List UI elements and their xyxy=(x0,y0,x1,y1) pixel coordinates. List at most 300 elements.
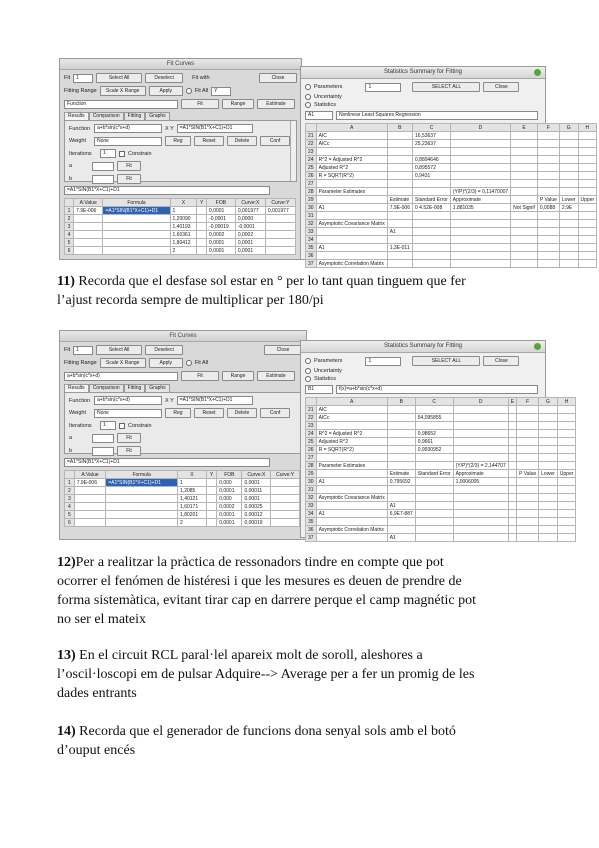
table-cell[interactable]: 16,53637 xyxy=(413,132,451,140)
table-cell[interactable]: 0 4.52E-008 xyxy=(413,204,451,212)
table-cell[interactable] xyxy=(517,518,539,526)
table-cell[interactable] xyxy=(557,494,576,502)
col-header[interactable]: A:Value xyxy=(74,199,103,207)
table-cell[interactable] xyxy=(415,518,453,526)
delete-button[interactable]: Delete xyxy=(227,408,257,418)
table-cell[interactable]: Upper xyxy=(578,196,597,204)
table-cell[interactable]: A1 xyxy=(316,478,387,486)
function-field[interactable]: a+b*sin(c*x+d) xyxy=(94,124,162,133)
col-header[interactable]: FOB xyxy=(207,199,236,207)
table-cell[interactable]: 1,0006005 xyxy=(453,478,508,486)
table-cell[interactable] xyxy=(387,422,415,430)
table-cell[interactable] xyxy=(387,212,412,220)
table-cell[interactable] xyxy=(508,462,516,470)
parameters-radio[interactable] xyxy=(305,84,311,90)
table-cell[interactable] xyxy=(539,494,558,502)
col-header[interactable]: Y xyxy=(197,199,207,207)
table-cell[interactable]: 0,9431 xyxy=(413,172,451,180)
table-cell[interactable] xyxy=(559,148,578,156)
table-cell[interactable] xyxy=(508,526,516,534)
table-cell[interactable] xyxy=(537,228,559,236)
table-cell[interactable] xyxy=(387,462,415,470)
table-cell[interactable] xyxy=(387,188,412,196)
table-cell[interactable]: 54,095855 xyxy=(415,414,453,422)
table-cell[interactable]: 2.9E xyxy=(559,204,578,212)
close-button[interactable]: Close xyxy=(259,73,297,83)
table-cell[interactable]: Not Signif xyxy=(511,204,538,212)
table-cell[interactable]: 1,3E-011 xyxy=(387,244,412,252)
col-header[interactable]: A xyxy=(316,398,387,406)
table-cell[interactable] xyxy=(511,188,538,196)
col-header[interactable]: B xyxy=(387,398,415,406)
table-cell[interactable] xyxy=(508,518,516,526)
table-cell[interactable]: P Value xyxy=(517,470,539,478)
table-cell[interactable] xyxy=(415,454,453,462)
table-cell[interactable] xyxy=(559,140,578,148)
table-cell[interactable] xyxy=(387,518,415,526)
apply-button[interactable]: Apply xyxy=(149,86,183,96)
table-cell[interactable] xyxy=(413,260,451,268)
table-cell[interactable]: Asymptotic Correlation Matrix xyxy=(316,260,387,268)
table-cell[interactable] xyxy=(537,260,559,268)
col-header[interactable]: F xyxy=(517,398,539,406)
function-field[interactable]: a+b*sin(c*x+d) xyxy=(94,396,162,405)
table-cell[interactable] xyxy=(387,526,415,534)
table-cell[interactable] xyxy=(539,406,558,414)
col-header[interactable]: F xyxy=(537,124,559,132)
table-cell[interactable] xyxy=(559,220,578,228)
table-cell[interactable] xyxy=(511,148,538,156)
col-header[interactable]: Curve:X xyxy=(242,471,271,479)
reset-button[interactable]: Reset xyxy=(194,408,224,418)
table-cell[interactable] xyxy=(511,212,538,220)
table-cell[interactable] xyxy=(413,212,451,220)
tab-results[interactable]: Results xyxy=(64,112,89,120)
table-cell[interactable] xyxy=(539,478,558,486)
table-cell[interactable] xyxy=(387,430,415,438)
table-cell[interactable] xyxy=(511,180,538,188)
table-cell[interactable] xyxy=(511,140,538,148)
table-cell[interactable] xyxy=(537,156,559,164)
col-header[interactable] xyxy=(306,124,317,132)
table-cell[interactable] xyxy=(450,252,510,260)
table-cell[interactable] xyxy=(539,518,558,526)
col-header[interactable]: B xyxy=(387,124,412,132)
table-cell[interactable] xyxy=(578,148,597,156)
table-cell[interactable] xyxy=(557,526,576,534)
table-cell[interactable] xyxy=(557,422,576,430)
table-cell[interactable] xyxy=(539,526,558,534)
table-cell[interactable] xyxy=(539,430,558,438)
table-cell[interactable] xyxy=(559,172,578,180)
fit-all-radio[interactable] xyxy=(186,88,192,94)
table-cell[interactable] xyxy=(559,236,578,244)
table-cell[interactable]: Standard Error xyxy=(415,470,453,478)
param-a-fit-button[interactable]: Fit xyxy=(117,433,141,443)
table-cell[interactable]: (Y/P)*(2/3) = 0,11470007 xyxy=(450,188,510,196)
table-cell[interactable]: Approximate xyxy=(453,470,508,478)
col-header[interactable]: X xyxy=(170,199,197,207)
table-cell[interactable] xyxy=(387,414,415,422)
table-cell[interactable]: AICc xyxy=(316,414,387,422)
table-cell[interactable] xyxy=(559,132,578,140)
table-cell[interactable] xyxy=(453,486,508,494)
table-cell[interactable] xyxy=(450,172,510,180)
reset-button[interactable]: Reset xyxy=(194,136,224,146)
col-header[interactable]: H xyxy=(557,398,576,406)
tab-fitting[interactable]: Fitting xyxy=(124,112,146,120)
table-cell[interactable] xyxy=(450,236,510,244)
table-cell[interactable] xyxy=(387,172,412,180)
param-a-field[interactable] xyxy=(92,162,114,171)
table-cell[interactable] xyxy=(453,406,508,414)
cell-formula[interactable]: f(x)=a+b*sin(c*x+d) xyxy=(336,385,538,394)
table-cell[interactable]: 0,0088 xyxy=(537,204,559,212)
table-cell[interactable] xyxy=(578,188,597,196)
estimate-button[interactable]: Estimate xyxy=(257,99,295,109)
table-cell[interactable]: AIC xyxy=(316,406,387,414)
table-cell[interactable]: 0,8894646 xyxy=(413,156,451,164)
col-header[interactable]: C xyxy=(415,398,453,406)
table-cell[interactable] xyxy=(578,156,597,164)
table-cell[interactable] xyxy=(387,252,412,260)
copy-field[interactable]: 1 xyxy=(365,357,401,366)
table-cell[interactable] xyxy=(537,220,559,228)
table-cell[interactable] xyxy=(537,244,559,252)
close-button[interactable]: Close xyxy=(483,82,519,92)
table-cell[interactable]: Adjusted R^2 xyxy=(316,164,387,172)
table-cell[interactable] xyxy=(450,180,510,188)
y-select[interactable]: Y xyxy=(211,87,231,96)
table-cell[interactable] xyxy=(453,422,508,430)
table-cell[interactable] xyxy=(517,502,539,510)
table-cell[interactable] xyxy=(537,252,559,260)
table-cell[interactable] xyxy=(557,414,576,422)
table-cell[interactable] xyxy=(539,414,558,422)
close-icon[interactable] xyxy=(534,343,541,350)
close-icon[interactable] xyxy=(534,69,541,76)
param-b-fit-button[interactable]: Fit xyxy=(117,174,141,184)
table-cell[interactable] xyxy=(450,220,510,228)
table-cell[interactable] xyxy=(511,228,538,236)
fit-button[interactable]: Fit xyxy=(181,99,219,109)
select-all-button[interactable]: SELECT ALL xyxy=(412,356,480,366)
tab-graphs[interactable]: Graphs xyxy=(145,384,169,392)
constrain-checkbox[interactable] xyxy=(119,423,125,429)
table-cell[interactable] xyxy=(511,220,538,228)
table-cell[interactable] xyxy=(508,454,516,462)
cell-ref[interactable]: B1 xyxy=(305,385,333,394)
table-cell[interactable] xyxy=(537,212,559,220)
table-cell[interactable] xyxy=(413,252,451,260)
table-cell[interactable] xyxy=(559,180,578,188)
table-cell[interactable] xyxy=(557,478,576,486)
table-cell[interactable] xyxy=(316,196,387,204)
close-button[interactable]: Close xyxy=(264,345,302,355)
table-cell[interactable]: Approximate xyxy=(450,196,510,204)
table-cell[interactable] xyxy=(316,534,387,542)
table-cell[interactable]: 0,9661 xyxy=(415,438,453,446)
conf-button[interactable]: Conf xyxy=(260,408,290,418)
col-header[interactable]: E xyxy=(508,398,516,406)
table-cell[interactable] xyxy=(316,502,387,510)
table-cell[interactable] xyxy=(559,156,578,164)
table-cell[interactable] xyxy=(508,422,516,430)
table-cell[interactable] xyxy=(578,204,597,212)
table-cell[interactable] xyxy=(450,260,510,268)
table-cell[interactable] xyxy=(557,510,576,518)
table-cell[interactable] xyxy=(387,446,415,454)
col-header[interactable]: FOB xyxy=(217,471,242,479)
table-cell[interactable] xyxy=(537,132,559,140)
table-cell[interactable] xyxy=(557,518,576,526)
select-all-button[interactable]: Select All xyxy=(96,73,142,83)
table-cell[interactable] xyxy=(537,140,559,148)
table-cell[interactable] xyxy=(578,220,597,228)
col-header[interactable]: X xyxy=(178,471,207,479)
table-cell[interactable] xyxy=(578,260,597,268)
col-header[interactable]: Y xyxy=(206,471,216,479)
reg-button[interactable]: Reg xyxy=(165,136,191,146)
table-cell[interactable] xyxy=(517,430,539,438)
table-cell[interactable] xyxy=(415,462,453,470)
table-cell[interactable] xyxy=(413,148,451,156)
table-cell[interactable]: Adjusted R^2 xyxy=(316,438,387,446)
range-button[interactable]: Range xyxy=(222,99,254,109)
table-cell[interactable]: 0,9930952 xyxy=(415,446,453,454)
table-cell[interactable]: P Value xyxy=(537,196,559,204)
table-cell[interactable] xyxy=(453,534,508,542)
table-cell[interactable] xyxy=(453,526,508,534)
table-cell[interactable] xyxy=(557,486,576,494)
select-all-button[interactable]: Select All xyxy=(96,345,142,355)
table-cell[interactable]: A1 xyxy=(316,510,387,518)
reg-button[interactable]: Reg xyxy=(165,408,191,418)
table-cell[interactable] xyxy=(539,438,558,446)
table-cell[interactable]: A1 xyxy=(387,534,415,542)
table-cell[interactable] xyxy=(508,470,516,478)
table-cell[interactable] xyxy=(316,236,387,244)
table-cell[interactable] xyxy=(508,414,516,422)
table-cell[interactable] xyxy=(578,236,597,244)
table-cell[interactable] xyxy=(517,534,539,542)
close-button[interactable]: Close xyxy=(483,356,519,366)
table-cell[interactable] xyxy=(316,486,387,494)
table-cell[interactable]: Estimate xyxy=(387,196,412,204)
deselect-button[interactable]: Deselect xyxy=(145,73,183,83)
table-cell[interactable] xyxy=(517,414,539,422)
table-cell[interactable] xyxy=(517,510,539,518)
table-cell[interactable] xyxy=(316,212,387,220)
table-cell[interactable] xyxy=(413,188,451,196)
col-header[interactable]: D xyxy=(450,124,510,132)
col-header[interactable]: Curve:Y xyxy=(271,471,300,479)
copy-field[interactable]: 1 xyxy=(365,83,401,92)
table-cell[interactable] xyxy=(316,422,387,430)
table-cell[interactable]: Parameter Estimates xyxy=(316,462,387,470)
table-cell[interactable] xyxy=(387,494,415,502)
col-header[interactable]: E xyxy=(511,124,538,132)
table-cell[interactable] xyxy=(539,502,558,510)
table-cell[interactable] xyxy=(578,132,597,140)
table-cell[interactable] xyxy=(415,526,453,534)
table-cell[interactable] xyxy=(387,156,412,164)
table-cell[interactable] xyxy=(453,438,508,446)
table-cell[interactable] xyxy=(508,438,516,446)
table-cell[interactable] xyxy=(537,172,559,180)
table-cell[interactable] xyxy=(578,140,597,148)
table-cell[interactable] xyxy=(316,148,387,156)
deselect-button[interactable]: Deselect xyxy=(145,345,183,355)
table-cell[interactable] xyxy=(415,534,453,542)
table-cell[interactable] xyxy=(387,260,412,268)
table-cell[interactable]: AIC xyxy=(316,132,387,140)
table-cell[interactable] xyxy=(511,172,538,180)
table-cell[interactable] xyxy=(413,236,451,244)
statistics-radio[interactable] xyxy=(305,102,311,108)
table-cell[interactable] xyxy=(539,454,558,462)
table-cell[interactable]: 25,23637 xyxy=(413,140,451,148)
conf-button[interactable]: Conf xyxy=(260,136,290,146)
param-b-field[interactable] xyxy=(92,175,114,184)
table-cell[interactable]: 6,9E7-887 xyxy=(387,510,415,518)
table-cell[interactable] xyxy=(517,406,539,414)
param-a-field[interactable] xyxy=(92,434,114,443)
tab-comparison[interactable]: Comparison xyxy=(89,112,124,120)
fit-x-select[interactable]: 1 xyxy=(73,346,93,355)
table-cell[interactable] xyxy=(508,486,516,494)
table-cell[interactable] xyxy=(517,422,539,430)
table-cell[interactable] xyxy=(517,478,539,486)
table-cell[interactable] xyxy=(517,446,539,454)
constrain-checkbox[interactable] xyxy=(119,151,125,157)
select-all-button[interactable]: SELECT ALL xyxy=(412,82,480,92)
table-cell[interactable] xyxy=(537,180,559,188)
table-cell[interactable] xyxy=(413,228,451,236)
table-cell[interactable]: 1.881035 xyxy=(450,204,510,212)
table-cell[interactable] xyxy=(557,502,576,510)
table-cell[interactable] xyxy=(539,462,558,470)
table-cell[interactable]: Asymptotic Correlation Matrix xyxy=(316,526,387,534)
table-cell[interactable] xyxy=(413,244,451,252)
table-cell[interactable] xyxy=(415,494,453,502)
table-cell[interactable] xyxy=(316,180,387,188)
table-cell[interactable] xyxy=(557,438,576,446)
table-cell[interactable]: Upper xyxy=(557,470,576,478)
iterations-field[interactable]: 1 xyxy=(100,149,116,158)
table-cell[interactable] xyxy=(557,454,576,462)
table-cell[interactable] xyxy=(537,164,559,172)
table-cell[interactable] xyxy=(415,502,453,510)
col-header[interactable] xyxy=(306,398,317,406)
table-cell[interactable] xyxy=(450,228,510,236)
table-cell[interactable] xyxy=(316,454,387,462)
table-cell[interactable]: AICc xyxy=(316,140,387,148)
col-header[interactable]: A:Value xyxy=(74,471,106,479)
table-cell[interactable] xyxy=(508,446,516,454)
col-header[interactable]: H xyxy=(578,124,597,132)
col-header[interactable]: G xyxy=(559,124,578,132)
table-cell[interactable] xyxy=(316,518,387,526)
table-cell[interactable] xyxy=(511,260,538,268)
col-header[interactable]: Curve:Y xyxy=(265,199,295,207)
table-cell[interactable] xyxy=(578,244,597,252)
table-cell[interactable] xyxy=(453,430,508,438)
table-cell[interactable] xyxy=(508,510,516,518)
range-button[interactable]: Range xyxy=(222,371,254,381)
weight-select[interactable]: None xyxy=(94,137,162,146)
table-cell[interactable] xyxy=(453,414,508,422)
table-cell[interactable]: 7.9E-006 xyxy=(387,204,412,212)
table-cell[interactable] xyxy=(559,164,578,172)
estimate-button[interactable]: Estimate xyxy=(257,371,295,381)
table-cell[interactable] xyxy=(453,454,508,462)
table-cell[interactable]: R = SQRT(R^2) xyxy=(316,446,387,454)
table-cell[interactable]: R^2 = Adjusted R^2 xyxy=(316,156,387,164)
table-cell[interactable]: (Y/P)*(2/3) = 2,144707 xyxy=(453,462,508,470)
table-cell[interactable] xyxy=(387,486,415,494)
table-cell[interactable] xyxy=(537,236,559,244)
table-cell[interactable] xyxy=(415,406,453,414)
formula-bar-field[interactable]: =A1*SIN(B1*X+C1)+D1 xyxy=(64,458,270,467)
table-cell[interactable] xyxy=(413,220,451,228)
table-cell[interactable] xyxy=(508,406,516,414)
table-cell[interactable] xyxy=(387,438,415,446)
table-cell[interactable]: 0,98652 xyxy=(415,430,453,438)
table-cell[interactable] xyxy=(450,140,510,148)
table-cell[interactable]: Estimate xyxy=(387,470,415,478)
table-cell[interactable] xyxy=(557,534,576,542)
table-cell[interactable]: Standard Error xyxy=(413,196,451,204)
table-cell[interactable] xyxy=(387,406,415,414)
formula-bar-field[interactable]: =A1*SIN(B1*X+C1)+D1 xyxy=(64,186,270,195)
table-cell[interactable] xyxy=(537,148,559,156)
table-cell[interactable] xyxy=(511,244,538,252)
fit-x-select[interactable]: 1 xyxy=(73,74,93,83)
table-cell[interactable] xyxy=(453,502,508,510)
table-cell[interactable] xyxy=(539,486,558,494)
table-cell[interactable] xyxy=(387,148,412,156)
table-cell[interactable]: Asymptotic Covariance Matrix xyxy=(316,494,387,502)
parameters-radio[interactable] xyxy=(305,358,311,364)
table-cell[interactable] xyxy=(511,164,538,172)
table-cell[interactable] xyxy=(537,188,559,196)
formula-field[interactable]: =A1*SIN(B1*X+C1)+D1 xyxy=(177,124,253,133)
table-cell[interactable] xyxy=(508,494,516,502)
weight-select[interactable]: None xyxy=(94,409,162,418)
table-cell[interactable] xyxy=(453,494,508,502)
table-cell[interactable] xyxy=(517,454,539,462)
table-cell[interactable] xyxy=(387,140,412,148)
apply-button[interactable]: Apply xyxy=(149,358,183,368)
fit-all-radio[interactable] xyxy=(186,360,192,366)
table-cell[interactable] xyxy=(316,252,387,260)
table-cell[interactable] xyxy=(453,518,508,526)
table-cell[interactable] xyxy=(517,462,539,470)
table-cell[interactable]: Asymptotic Covariance Matrix xyxy=(316,220,387,228)
uncertainty-radio[interactable] xyxy=(305,368,311,374)
table-cell[interactable] xyxy=(450,212,510,220)
table-cell[interactable] xyxy=(517,494,539,502)
table-cell[interactable] xyxy=(539,446,558,454)
table-cell[interactable]: R = SQRT(R^2) xyxy=(316,172,387,180)
table-cell[interactable] xyxy=(450,132,510,140)
table-cell[interactable] xyxy=(508,502,516,510)
scale-x-range-button[interactable]: Scale X Range xyxy=(100,86,146,96)
cell-formula[interactable]: Nonlinear Least Squares Regression xyxy=(336,111,538,120)
table-cell[interactable] xyxy=(415,422,453,430)
table-cell[interactable] xyxy=(453,510,508,518)
